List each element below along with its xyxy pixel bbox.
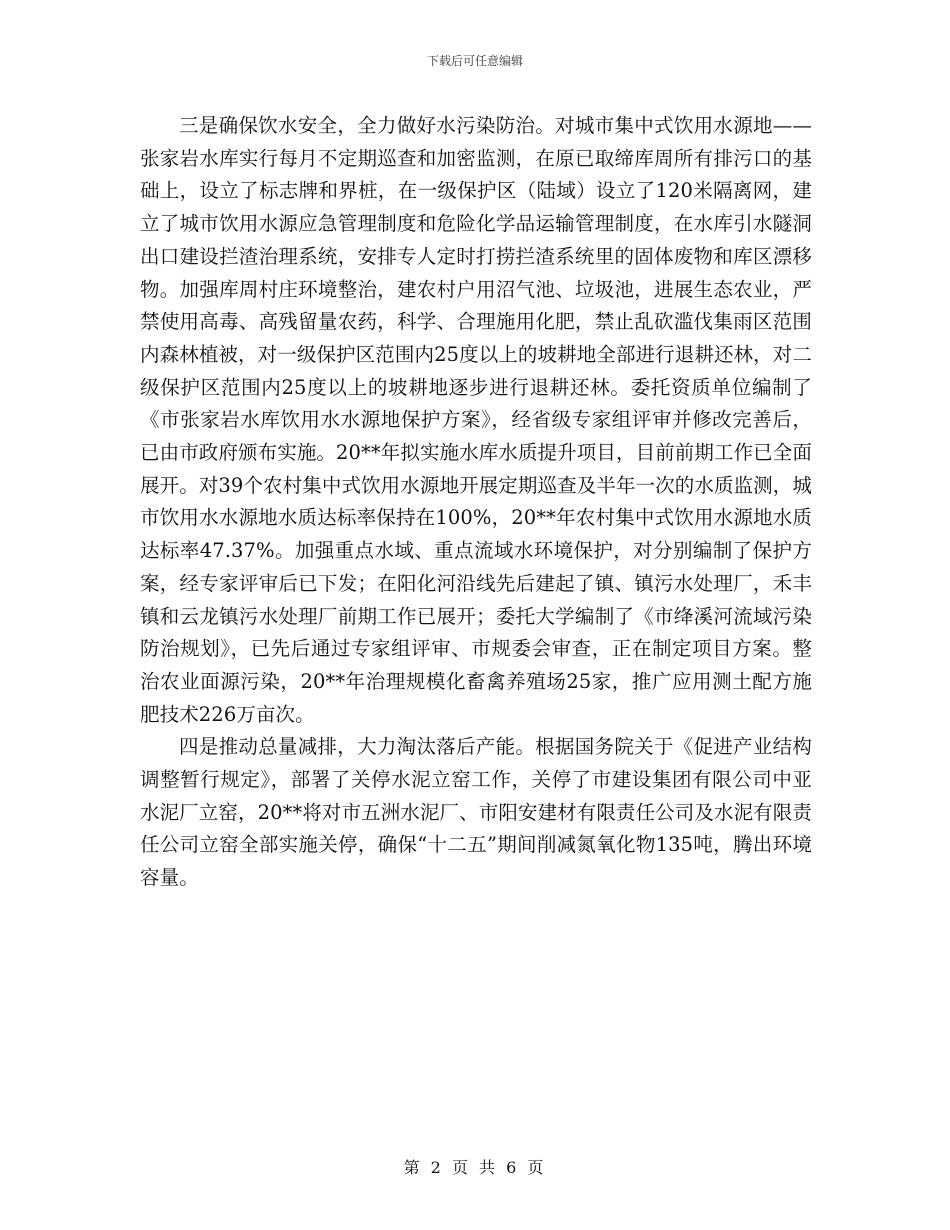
page-header: 下载后可任意编辑	[426, 54, 523, 68]
paragraph-water-safety: 三是确保饮水安全，全力做好水污染防治。对城市集中式饮用水源地——张家岩水库实行每月不定期巡查和加密监测，在原已取缔库周所有排污口的基础上，设立了标志牌和界桩，在一级保护区（陆域）设立了120米隔离网，建立了城市饮用水源应急管理制度和危险化学品运输管理制度，在水库引水隧洞出口建设拦渣治理系统，安排专人定时打捞拦渣系统里的固体废物和库区漂移物。加强库周村庄环境整治，建农村户用沼气池、垃圾池，进展生态农业，严禁使用高毒、高残留量农药，科学、合理施用化肥，禁止乱砍滥伐集雨区范围内森林植被，对一级保护区范围内25度以上的坡耕地全部进行退耕还林，对二级保护区范围内25度以上的坡耕地逐步进行退耕还林。委托资质单位编制了《市张家岩水库饮用水水源地保护方案》，经省级专家组评审并修改完善后，已由市政府颁布实施。20**年拟实施水库水质提升项目，目前前期工作已全面展开。对39个农村集中式饮用水源地开展定期巡查及半年一次的水质监测，城市饮用水水源地水质达标率保持在100%，20**年农村集中式饮用水源地水质达标率47.37%。加强重点水域、重点流域水环境保护，对分别编制了保护方案，经专家评审后已下发；在阳化河沿线先后建起了镇、镇污水处理厂，禾丰镇和云龙镇污水处理厂前期工作已展开；委托大学编制了《市绛溪河流域污染防治规划》，已先后通过专家组评审、市规委会审查，正在制定项目方案。整治农业面源污染，20**年治理规模化畜禽养殖场25家，推广应用测土配方施肥技术226万亩次。	[140, 114, 812, 726]
paragraph-emission-reduction: 四是推动总量减排，大力淘汰落后产能。根据国务院关于《促进产业结构调整暂行规定》，部署了关停水泥立窑工作，关停了市建设集团有限公司中亚水泥厂立窑，20**将对市五洲水泥厂、市阳安建材有限责任公司及水泥有限责任公司立窑全部实施关停，确保“十二五”期间削减氮氧化物135吨，腾出环境容量。	[140, 735, 812, 890]
page-footer: 第 2 页 共 6 页	[403, 1158, 547, 1177]
document-body	[140, 110, 812, 895]
